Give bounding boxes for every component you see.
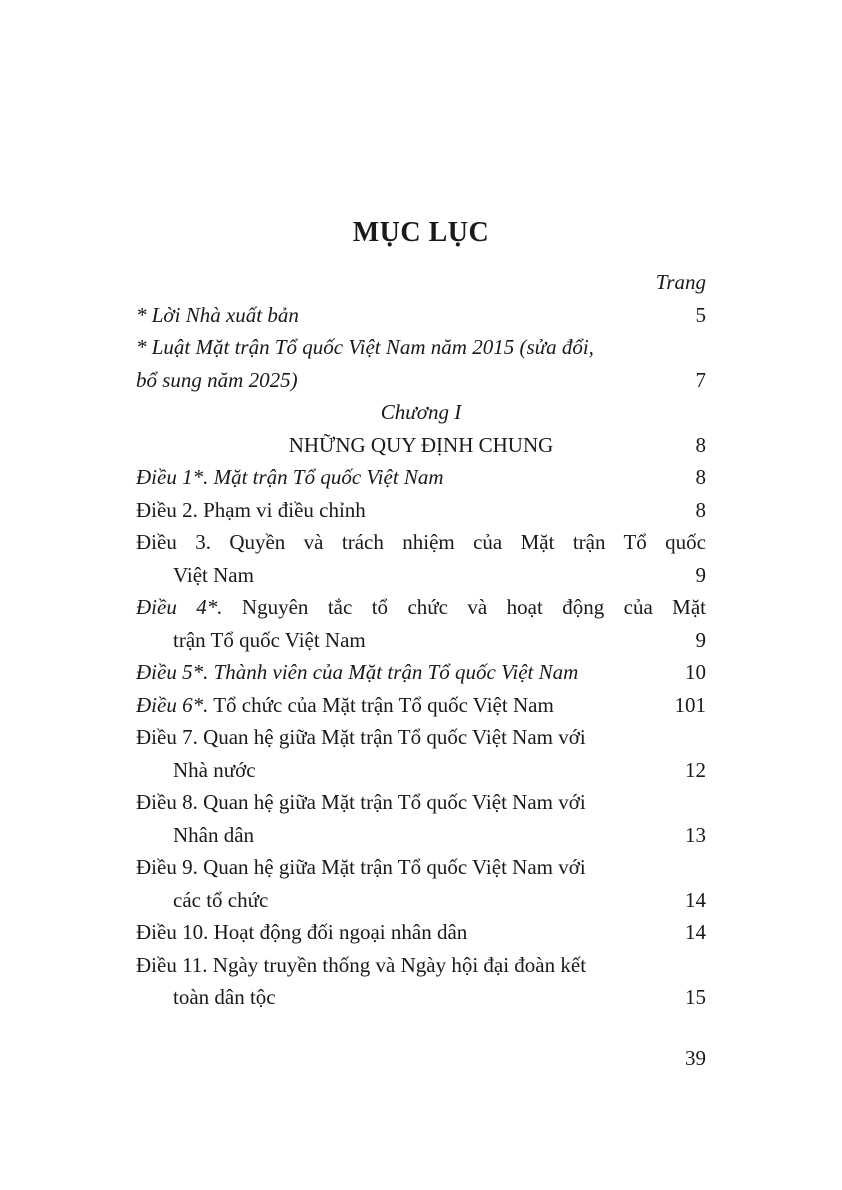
chapter-label: Chương I	[380, 400, 462, 424]
entry-text: Điều 5*. Thành viên của Mặt trận Tổ quốc Việt Nam	[136, 660, 579, 684]
toc-entry-dieu-5	[136, 656, 706, 689]
toc-entry-dieu-11-line2	[136, 981, 706, 1014]
entry-page-number: 8	[695, 497, 706, 522]
toc-entry-dieu-2	[136, 494, 706, 527]
entry-page-number: 101	[674, 692, 706, 717]
entry-page-number: 9	[695, 562, 706, 587]
entry-page-number: 8	[695, 432, 706, 457]
page-column-header	[136, 266, 706, 299]
toc-entry-dieu-10	[136, 916, 706, 949]
entry-page-number: 13	[685, 822, 706, 847]
entry-text: Điều 7. Quan hệ giữa Mặt trận Tổ quốc Việt Nam với	[136, 725, 586, 749]
page-title: MỤC LỤC	[352, 217, 490, 248]
entry-text: Nhân dân	[173, 822, 255, 847]
entry-text: trận Tổ quốc Việt Nam	[173, 627, 366, 652]
entry-text: Điều 10. Hoạt động đối ngoại nhân dân	[136, 920, 468, 944]
entry-text: Nguyên tắc tổ chức và hoạt động của Mặt	[241, 595, 707, 619]
toc-entry-dieu-4-line2	[136, 624, 706, 657]
entry-text: Điều 11. Ngày truyền thống và Ngày hội đại đoàn kết	[136, 952, 587, 977]
toc-entry-luat-mat-tran-line2	[136, 364, 706, 397]
entry-text: Điều 6*. Tổ chức của Mặt trận Tổ quốc Việt Nam	[136, 692, 554, 717]
toc-entry-dieu-3-line2	[136, 559, 706, 592]
entry-text: Điều 1*. Mặt trận Tổ quốc Việt Nam	[136, 465, 444, 489]
entry-text: Nhà nước	[173, 757, 256, 782]
entry-page-number: 7	[695, 367, 706, 392]
entry-text: bổ sung năm 2025)	[136, 367, 298, 392]
entry-text: * Luật Mặt trận Tổ quốc Việt Nam năm 2015 (sửa đổi,	[136, 335, 594, 359]
entry-page-number: 14	[685, 920, 706, 944]
entry-page-number: 14	[685, 887, 706, 912]
entry-text: * Lời Nhà xuất bản	[136, 302, 299, 327]
entry-page-number: 12	[685, 757, 706, 782]
toc-entry-dieu-9-line2	[136, 884, 706, 917]
entry-page-number: 15	[685, 985, 706, 1009]
toc-entry-dieu-4-line1	[136, 591, 706, 624]
entry-page-number: 10	[685, 660, 706, 684]
entry-article-label: Điều 6*.	[136, 692, 209, 717]
folio-page-number: 39	[685, 1046, 706, 1070]
entry-text: Điều 3. Quyền và trách nhiệm của Mặt trận Tổ quốc	[136, 530, 706, 554]
entry-text: các tổ chức	[173, 887, 269, 912]
entry-text: Việt Nam	[173, 562, 254, 587]
entry-text: Điều 8. Quan hệ giữa Mặt trận Tổ quốc Việt Nam với	[136, 790, 586, 814]
toc-entry-dieu-3-line1	[136, 526, 706, 559]
toc-chapter-heading	[136, 396, 706, 429]
entry-article-label: Điều 4*.	[136, 595, 223, 619]
toc-entry-dieu-7-line2	[136, 754, 706, 787]
chapter-title-text: NHỮNG QUY ĐỊNH CHUNG	[288, 432, 554, 457]
toc-section	[136, 216, 706, 1014]
entry-page-number: 9	[695, 627, 706, 652]
toc-entry-loi-nha-xuat-ban	[136, 299, 706, 332]
toc-chapter-title	[136, 429, 706, 462]
toc-entry-dieu-8-line1	[136, 786, 706, 819]
entry-text: Điều 9. Quan hệ giữa Mặt trận Tổ quốc Việt Nam với	[136, 855, 586, 879]
entry-text: toàn dân tộc	[173, 985, 276, 1009]
entry-text: Điều 2. Phạm vi điều chỉnh	[136, 497, 366, 522]
page-column-label: Trang	[655, 270, 706, 294]
toc-entry-dieu-11-line1	[136, 949, 706, 982]
toc-entry-dieu-9-line1	[136, 851, 706, 884]
entry-page-number: 5	[695, 302, 706, 327]
toc-entry-dieu-6	[136, 689, 706, 722]
toc-entry-dieu-8-line2	[136, 819, 706, 852]
toc-entry-dieu-1	[136, 461, 706, 494]
toc-entry-luat-mat-tran-line1	[136, 331, 706, 364]
entry-page-number: 8	[695, 465, 706, 489]
toc-entry-dieu-7-line1	[136, 721, 706, 754]
